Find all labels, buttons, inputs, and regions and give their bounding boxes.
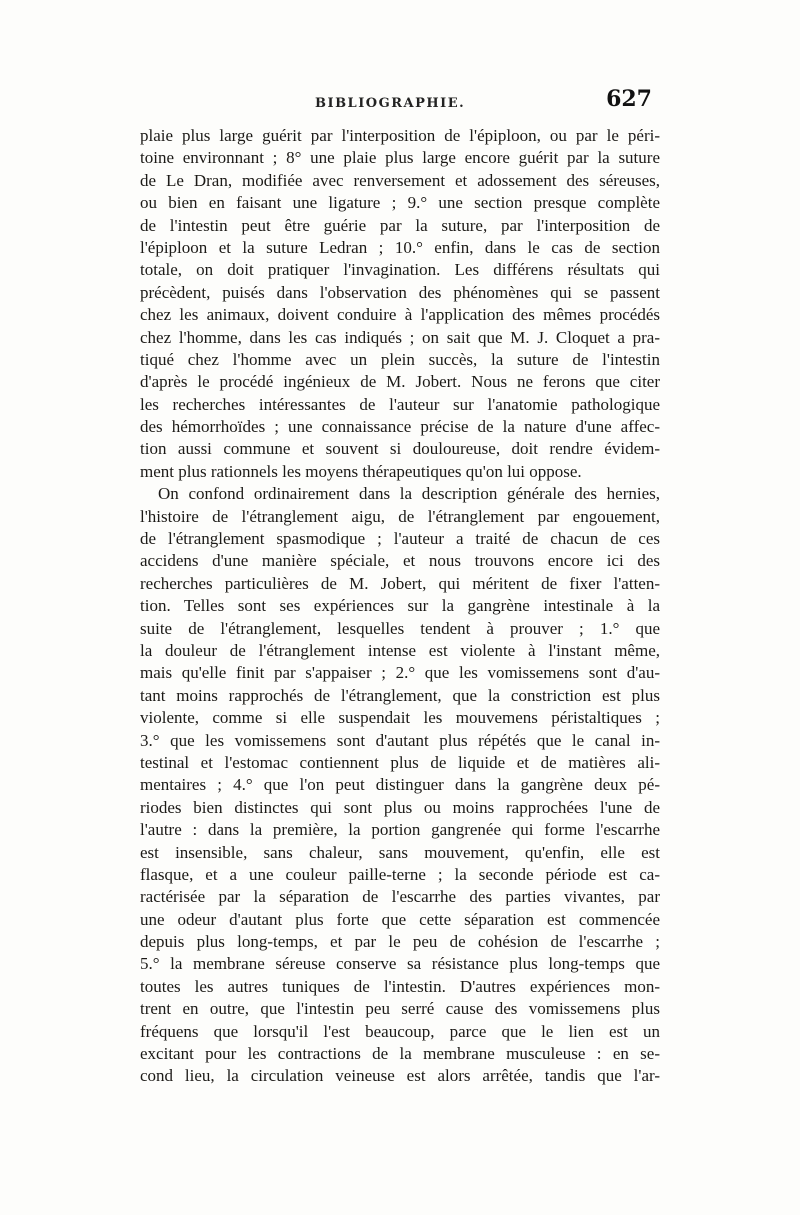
- text-line: chez les animaux, doivent conduire à l'application des mêmes procédés: [140, 305, 660, 325]
- text-line: de l'étranglement spasmodique ; l'auteur a traité de chacun de ces: [140, 529, 660, 549]
- text-line: de l'intestin peut être guérie par la suture, par l'interposition de: [140, 215, 660, 235]
- text-line: ractérisée par la séparation de l'escarrhe des parties vivantes, par: [140, 887, 660, 907]
- text-line: violente, comme si elle suspendait les mouvemens péristaltiques ;: [140, 708, 660, 728]
- text-line: 5.° la membrane séreuse conserve sa résistance plus long-temps que: [140, 954, 660, 974]
- text-line: On confond ordinairement dans la description générale des hernies,: [158, 484, 660, 504]
- text-line: recherches particulières de M. Jobert, qui méritent de fixer l'atten-: [140, 573, 660, 593]
- text-line: riodes bien distinctes qui sont plus ou moins rapprochées l'une de: [140, 797, 660, 817]
- text-line: mentaires ; 4.° que l'on peut distinguer dans la gangrène deux pé-: [140, 775, 660, 795]
- text-line: d'après le procédé ingénieux de M. Jobert. Nous ne ferons que citer: [140, 372, 660, 392]
- text-line: 3.° que les vomissemens sont d'autant plus répétés que le canal in-: [140, 730, 660, 750]
- text-line: flasque, et a une couleur paille-terne ; la seconde période est ca-: [140, 864, 660, 884]
- running-title: BIBLIOGRAPHIE.: [315, 96, 466, 111]
- text-line: chez l'homme, dans les cas indiqués ; on sait que M. J. Cloquet a pra-: [140, 327, 660, 347]
- text-line: testinal et l'estomac contiennent plus de liquide et de matières ali-: [140, 752, 660, 772]
- text-line: ment plus rationnels les moyens thérapeutiques qu'on lui oppose.: [140, 461, 582, 481]
- text-line: tiqué chez l'homme avec un plein succès, la suture de l'intestin: [140, 349, 660, 369]
- text-line: l'autre : dans la première, la portion gangrenée qui forme l'escarrhe: [140, 820, 660, 840]
- text-line: la douleur de l'étranglement intense est violente à l'instant même,: [140, 640, 660, 660]
- text-line: accidens d'une manière spéciale, et nous trouvons encore ici des: [140, 551, 660, 571]
- text-line: précèdent, puisés dans l'observation des phénomènes qui se passent: [140, 282, 660, 302]
- text-line: de Le Dran, modifiée avec renversement et adossement des séreuses,: [140, 170, 660, 190]
- text-line: une odeur d'autant plus forte que cette séparation est commencée: [140, 909, 660, 929]
- text-line: les recherches intéressantes de l'auteur sur l'anatomie pathologique: [140, 394, 660, 414]
- text-line: cond lieu, la circulation veineuse est alors arrêtée, tandis que l'ar-: [140, 1066, 660, 1086]
- body-text: [140, 125, 660, 1088]
- text-line: l'épiploon et la suture Ledran ; 10.° enfin, dans le cas de section: [140, 237, 660, 257]
- text-line: toutes les autres tuniques de l'intestin. D'autres expériences mon-: [140, 976, 660, 996]
- text-line: plaie plus large guérit par l'interposition de l'épiploon, ou par le péri-: [140, 126, 660, 145]
- text-line: trent en outre, que l'intestin peu serré cause des vomissemens plus: [140, 999, 660, 1019]
- text-line: excitant pour les contractions de la membrane musculeuse : en se-: [140, 1044, 660, 1064]
- text-line: ou bien en faisant une ligature ; 9.° une section presque complète: [140, 193, 660, 213]
- text-line: des hémorrhoïdes ; une connaissance précise de la nature d'une affec-: [140, 417, 660, 437]
- text-line: fréquens que lorsqu'il l'est beaucoup, parce que le lien est un: [140, 1021, 660, 1041]
- text-line: suite de l'étranglement, lesquelles tendent à prouver ; 1.° que: [140, 618, 660, 638]
- text-line: tant moins rapprochés de l'étranglement, que la constriction est plus: [140, 685, 660, 705]
- text-line: est insensible, sans chaleur, sans mouvement, qu'enfin, elle est: [140, 842, 660, 862]
- text-line: mais qu'elle finit par s'appaiser ; 2.° que les vomissemens sont d'au-: [140, 663, 660, 683]
- text-line: depuis plus long-temps, et par le peu de cohésion de l'escarrhe ;: [140, 932, 660, 952]
- text-line: tion. Telles sont ses expériences sur la gangrène intestinale à la: [140, 596, 660, 616]
- text-line: totale, on doit pratiquer l'invagination. Les différens résultats qui: [140, 260, 660, 280]
- text-line: l'histoire de l'étranglement aigu, de l'étranglement par engouement,: [140, 506, 660, 526]
- text-line: toine environnant ; 8° une plaie plus large encore guérit par la suture: [140, 148, 660, 168]
- text-line: tion aussi commune et souvent si douloureuse, doit rendre évidem-: [140, 439, 660, 459]
- running-head: [140, 86, 660, 122]
- page-number: 627: [606, 86, 652, 112]
